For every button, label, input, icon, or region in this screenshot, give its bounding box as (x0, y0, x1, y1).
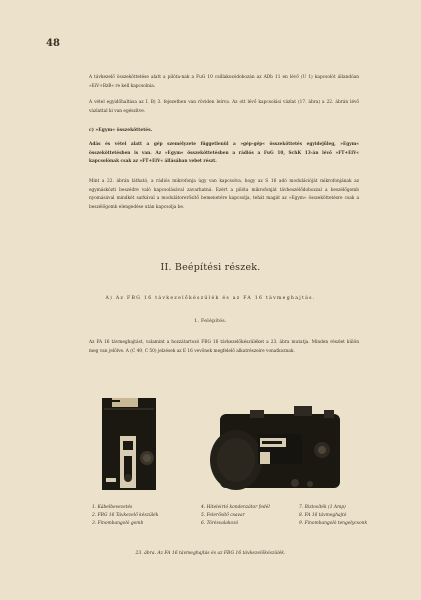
figure-photo (90, 388, 360, 500)
legend-column-1 (92, 504, 158, 529)
legend-item: 9. Finombangoló tengelycsonk (299, 521, 368, 527)
legend-item: 3. Finombangoló gomb (92, 521, 144, 527)
legend-item: 4. Hiteleirtó kondenzátor fedél (201, 505, 270, 510)
fbg16-device (102, 398, 156, 490)
section-subtitle: A) Az FBG 16 távkezelőkészülék és az FA 16 távmeghajtás. (105, 296, 316, 301)
paragraph-4: Adás és vétel alatt a gép személyzete függetlenül a »gép-gép« összeköttetés egyidejűleg, »Egym« összeköttetésben is van. Az »Egym« összeköttetésben a rádiós a FuG 10, SchK 13-án lévő »FT+EiV« kapcsolónak csak az »FT+EiV« állásában vebet részt. (89, 142, 359, 164)
paragraph-label-c: c) »Egym« összeköttetés. (89, 128, 153, 133)
legend-item: 6. Törésvalakozó (201, 521, 239, 527)
legend-column-2 (201, 504, 270, 529)
section-title: II. Beépítési részek. (160, 262, 261, 273)
legend-item: 7. Biztosíték (1 Amp) (299, 505, 346, 510)
legend-item: 1. Kábelbevezetés (92, 505, 133, 510)
legend-item: 5. Felerősítő csavar (201, 513, 245, 519)
paragraph-5: Mint a 22. ábrán látható, a rádiós mikrofonja úgy van kapcsolva, hogy az S 16 adó modulációját mikrofonjának az egymásközti beszédre való kapcsolásával zavarhatná. Ezért a pilóta mikrofonját távbeszélődobozzal a beszélőgomb nyomásával mindkét sarkával a modulátorerősítő bemenetére kapcsolja, tehát magát az »Egym« összeköttetésre csak a beszélőgomb elengedése után kapcsolja be. (89, 179, 359, 210)
legend-column-3 (299, 504, 367, 529)
fa16-device (210, 406, 340, 490)
legend-item: 2. FBG 16 Távkezelő készülék (92, 513, 159, 519)
page-number: 48 (46, 38, 60, 49)
section-text: Az FA 16 távmeghajtást, valamint a hozzátartozó FBG 16 távkezelőkészüléket a 23. ábra mutatja. Minden részlet külön meg van jelölve. A (C 49, C 50) jelzések az E 16 vevőnek megfelelő alkatrészeire vonatkoznak. (89, 340, 359, 354)
section-sub-label: 1. Felépítés. (194, 319, 227, 324)
figure-caption: 23. ábra. Az FA 16 távmeghajtás és az FBG 16 távkezelőkészülék. (135, 551, 286, 556)
paragraph-2: A vétel egyidőhaltása az I. B) 3. fejezetben van röviden leírva. Az ott lévő kapcsolási vázlat (17. ábra) a 22. ábrán lévő vázlattal ki van egészítve. (89, 100, 359, 114)
legend-item: 8. FA 16 távmeghajtó (299, 513, 347, 519)
paragraph-1: A távkezelő összeköttetése alatt a pilóta-nak a FuG 10 csillakozódobozán az ADb 11 en lévő (U 1) kapcsolót állandóan »EiV+BzB« re kell kapcsolnia. (89, 75, 359, 89)
